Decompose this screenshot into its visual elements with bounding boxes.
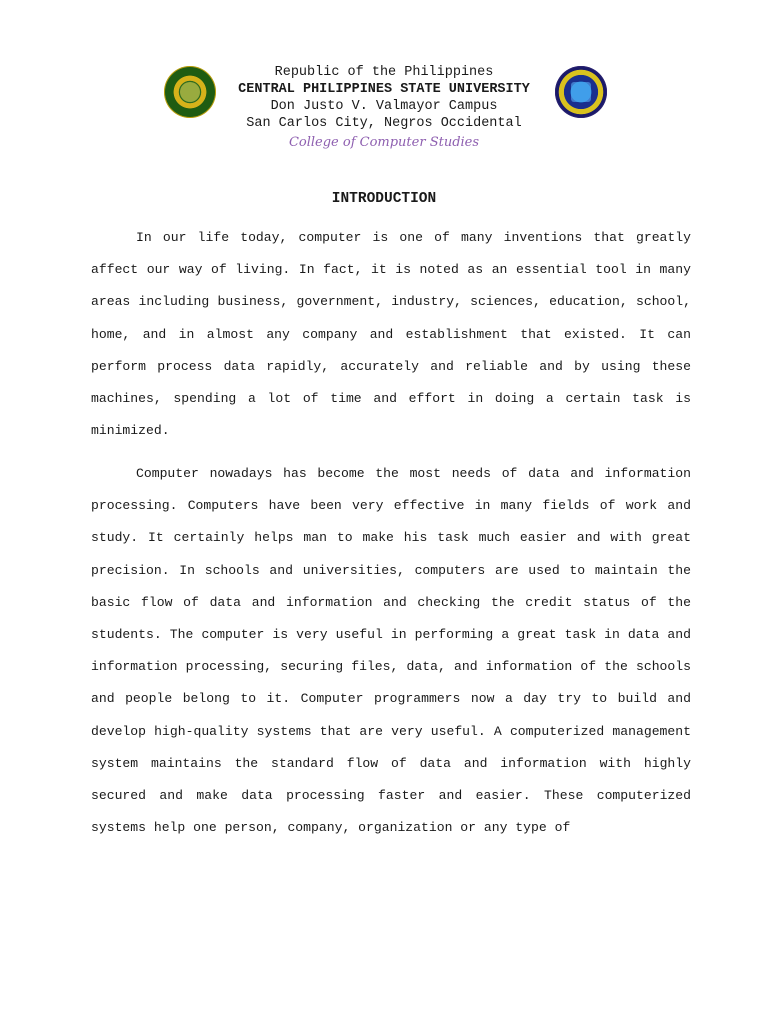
letterhead-college: College of Computer Studies: [288, 135, 480, 150]
letterhead-campus: Don Justo V. Valmayor Campus: [270, 99, 498, 114]
body-paragraph-1-container: [91, 222, 691, 447]
letterhead-university: CENTRAL PHILIPPINES STATE UNIVERSITY: [238, 82, 530, 97]
section-title: INTRODUCTION: [331, 191, 437, 207]
letterhead-address: San Carlos City, Negros Occidental: [246, 116, 522, 131]
body-paragraph: In our life today, computer is one of many inventions that greatly affect our way of living. In fact, it is noted as an essential tool in many areas including business, government, industry, sciences, education, school, home, and in almost any company and establishment that existed. It can perform process data rapidly, accurately and reliable and by using these machines, spending a lot of time and effort in doing a certain task is minimized.: [91, 230, 691, 439]
letterhead-country: Republic of the Philippines: [274, 65, 494, 80]
letterhead: [0, 64, 768, 160]
body-paragraph: Computer nowadays has become the most needs of data and information processing. Computers have been very effective in many fields of work and study. It certainly helps man to make his task much easier and with great precision. In schools and universities, computers are used to maintain the basic flow of data and information and checking the credit status of the students. The computer is very useful in performing a great task in data and information processing, securing files, data, and information of the schools and people belong to it. Computer programmers now a day try to build and develop high-quality systems that are very useful. A computerized management system maintains the standard flow of data and information with highly secured and make data processing faster and easier. These computerized systems help one person, company, organization or any type of: [91, 466, 691, 836]
body-paragraph-2-container: [91, 458, 691, 844]
